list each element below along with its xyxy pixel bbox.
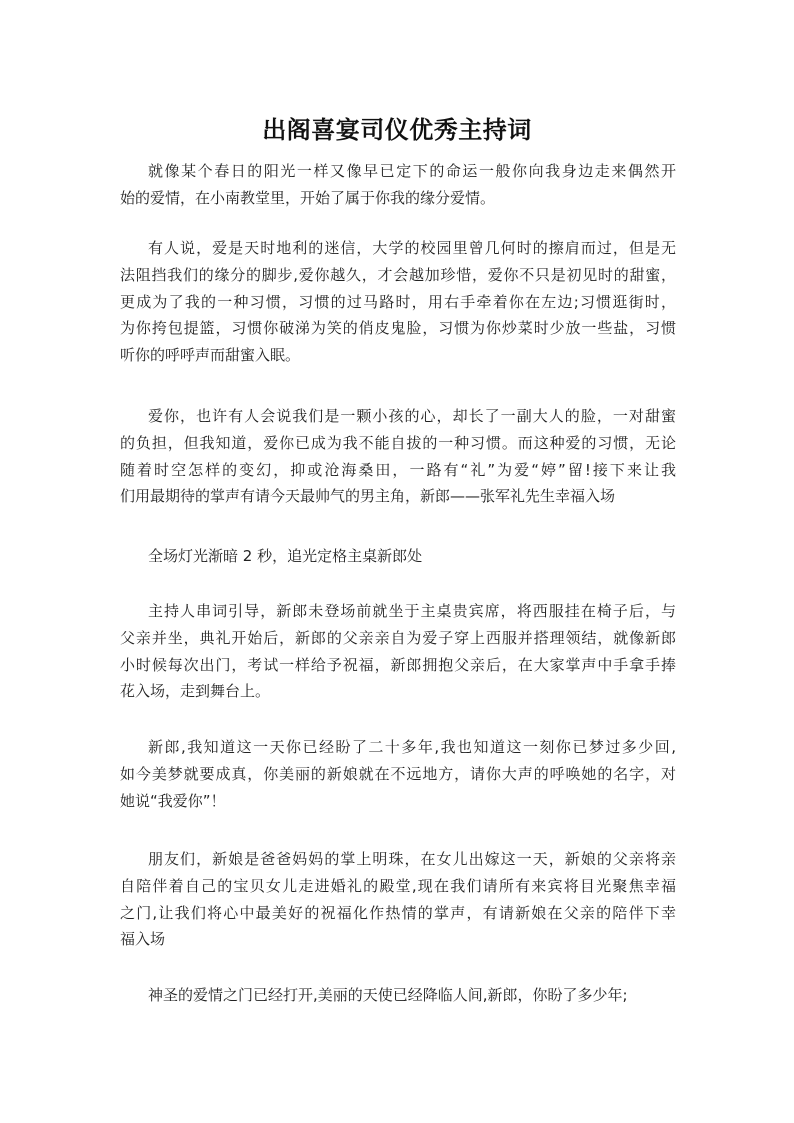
paragraph-line: 更成为了我的一种习惯，习惯的过马路时，用右手牵着你在左边;习惯逛街时， [120, 292, 676, 311]
paragraph-line: 爱你，也许有人会说我们是一颗小孩的心，却长了一副大人的脸，一对甜蜜 [148, 407, 676, 425]
paragraph-line: 随着时空怎样的变幻，抑或沧海桑田，一路有“礼”为爱“婷”留!接下来让我 [120, 460, 676, 479]
paragraph-line: 之门,让我们将心中最美好的祝福化作热情的掌声，有请新娘在父亲的陪伴下幸 [120, 903, 676, 922]
paragraph-line: 神圣的爱情之门已经打开,美丽的天使已经降临人间,新郎，你盼了多少年; [148, 986, 628, 1004]
paragraph-line: 主持人串词引导，新郎未登场前就坐于主桌贵宾席，将西服挂在椅子后，与 [148, 602, 676, 620]
document-title: 出阁喜宴司仪优秀主持词 [262, 116, 532, 144]
paragraph-line: 法阻挡我们的缘分的脚步,爱你越久，才会越加珍惜，爱你不只是初见时的甜蜜， [120, 265, 676, 284]
paragraph-line: 福入场 [120, 930, 166, 949]
paragraph-line: 始的爱情，在小南教堂里，开始了属于你我的缘分爱情。 [120, 188, 496, 207]
paragraph-line: 她说“我爱你”！ [120, 791, 226, 810]
paragraph-line: 小时候每次出门，考试一样给予祝福，新郎拥抱父亲后，在大家掌声中手拿手捧 [120, 655, 676, 674]
paragraph-line: 们用最期待的掌声有请今天最帅气的男主角，新郎——张军礼先生幸福入场 [120, 487, 616, 506]
paragraph-line: 新郎,我知道这一天你已经盼了二十多年,我也知道这一刻你已梦过多少回, [148, 738, 676, 756]
paragraph-line: 就像某个春日的阳光一样又像早已定下的命运一般你向我身边走来偶然开 [148, 162, 676, 180]
paragraph-line: 有人说，爱是天时地利的迷信，大学的校园里曾几何时的擦肩而过，但是无 [148, 239, 676, 257]
paragraph-line: 父亲并坐，典礼开始后，新郎的父亲亲自为爱子穿上西服并搭理领结，就像新郎 [120, 628, 676, 647]
paragraph-line: 为你挎包提篮，习惯你破涕为笑的俏皮鬼脸，习惯为你炒菜时少放一些盐，习惯 [120, 319, 676, 338]
paragraph-line: 的负担，但我知道，爱你已成为我不能自拔的一种习惯。而这种爱的习惯，无论 [120, 433, 676, 452]
paragraph-line: 听你的呼呼声而甜蜜入眠。 [120, 346, 301, 365]
paragraph-line: 全场灯光渐暗 2 秒，追光定格主桌新郎处 [148, 547, 423, 565]
paragraph-line: 自陪伴着自己的宝贝女儿走进婚礼的殿堂,现在我们请所有来宾将目光聚焦幸福 [120, 876, 676, 895]
paragraph-line: 如今美梦就要成真，你美丽的新娘就在不远地方，请你大声的呼唤她的名字，对 [120, 764, 676, 783]
paragraph-line: 花入场，走到舞台上。 [120, 682, 271, 701]
paragraph-line: 朋友们，新娘是爸爸妈妈的掌上明珠，在女儿出嫁这一天，新娘的父亲将亲 [148, 850, 676, 868]
